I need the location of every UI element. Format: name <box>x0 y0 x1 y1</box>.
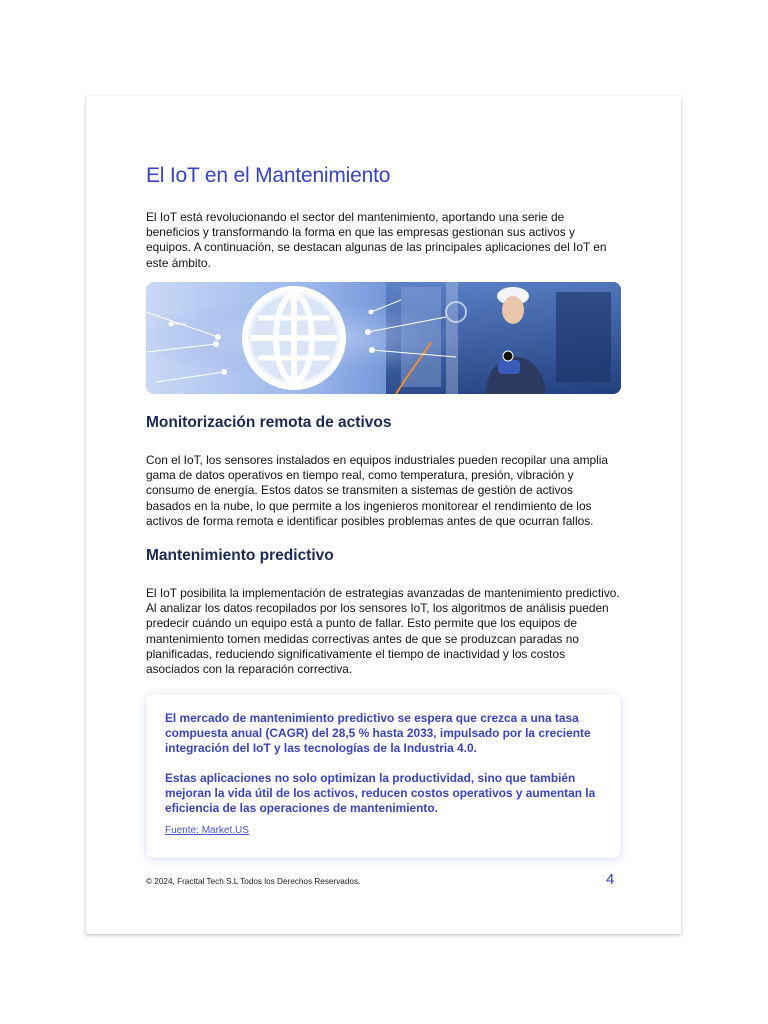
document-page <box>86 96 681 934</box>
section-body-predictive-maintenance: El IoT posibilita la implementación de estrategias avanzadas de mantenimiento predictivo. Al analizar los datos recopilados por los sensores IoT, los algoritmos de análisis pueden predecir cuándo un equipo está a punto de fallar. Esto permite que los equipos de mantenimiento tomen medidas correctivas antes de que se produzcan paradas no planificadas, reduciendo significativamente el tiempo de inactividad y los costos asociados con la reparación correctiva. <box>146 586 620 677</box>
hero-image <box>146 282 621 394</box>
globe-icon <box>245 289 343 387</box>
footer-copyright: © 2024, Fracttal Tech S.L Todos los Derechos Reservados. <box>146 877 361 886</box>
page-title: El IoT en el Mantenimiento <box>146 164 391 187</box>
section-body-remote-monitoring: Con el IoT, los sensores instalados en equipos industriales pueden recopilar una amplia gama de datos operativos en tiempo real, como temperatura, presión, vibración y consumo de energía. Estos datos se transmiten a sistemas de gestión de activos basados en la nube, lo que permite a los ingenieros monitorear el rendimiento de los activos de forma remota e identificar posibles problemas antes de que ocurran fallos. <box>146 453 609 528</box>
page-number: 4 <box>606 871 615 888</box>
section-heading-predictive-maintenance: Mantenimiento predictivo <box>146 547 334 564</box>
callout-benefits-paragraph: Estas aplicaciones no solo optimizan la productividad, sino que también mejoran la vida útil de los activos, reducen costos operativos y aumentan la eficiencia de las operaciones de mantenimiento. <box>165 771 596 816</box>
highlight-callout-box <box>146 694 621 858</box>
section-heading-remote-monitoring: Monitorización remota de activos <box>146 414 392 431</box>
source-link[interactable]: Fuente: Market.US <box>165 825 249 836</box>
intro-paragraph: El IoT está revolucionando el sector del mantenimiento, aportando una serie de beneficios y transformando la forma en que las empresas gestionan sus activos y equipos. A continuación, se destacan algunas de las principales aplicaciones del IoT en este ámbito. <box>146 210 607 270</box>
callout-market-paragraph: El mercado de mantenimiento predictivo se espera que crezca a una tasa compuesta anual (CAGR) del 28,5 % hasta 2033, impulsado por la creciente integración del IoT y las tecnologías de la Industria 4.0. <box>165 711 591 756</box>
